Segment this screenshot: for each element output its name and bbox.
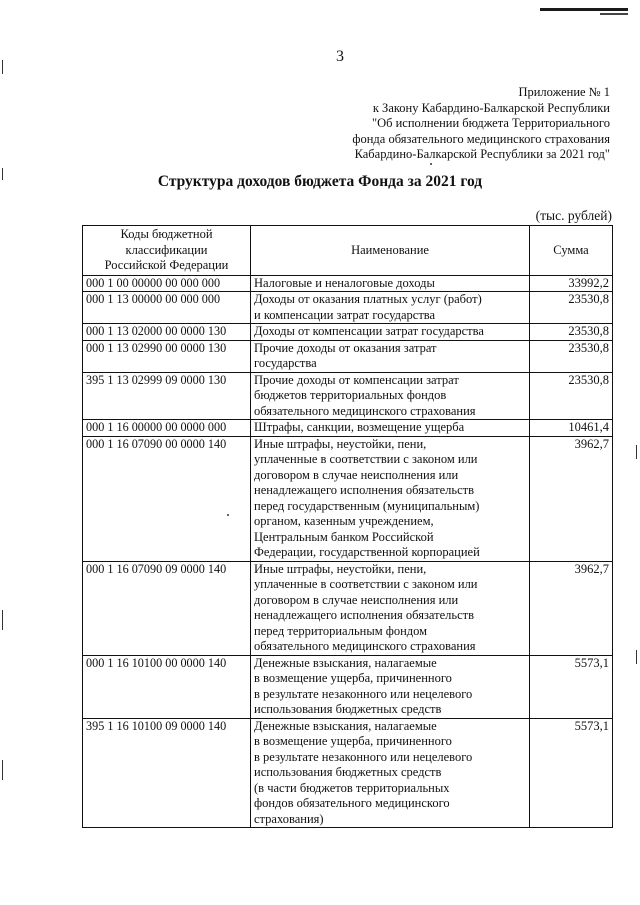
table-row	[83, 292, 613, 324]
scan-mark	[2, 610, 3, 630]
scan-mark	[430, 163, 432, 165]
appendix-line: Приложение № 1	[518, 85, 610, 99]
income-name-line: перед государственным (муниципальным)	[254, 498, 480, 513]
table-row	[83, 372, 613, 420]
budget-code: 000 1 16 07090 09 0000 140	[83, 561, 251, 655]
appendix-header	[300, 85, 610, 163]
scan-mark	[2, 760, 3, 780]
income-name-line: в результате незаконного или нецелевого	[254, 686, 473, 701]
income-name-line: уплаченные в соответствии с законом или	[254, 577, 478, 591]
budget-code: 000 1 16 00000 00 0000 000	[83, 420, 251, 437]
income-name-line: ненадлежащего исполнения обязательств	[254, 483, 474, 497]
income-name-line: перед территориальным фондом	[254, 623, 428, 638]
table-row	[83, 420, 613, 437]
income-name-line: фондов обязательного медицинского	[254, 796, 450, 810]
appendix-line: фонда обязательного медицинского страхования	[352, 131, 610, 146]
scan-mark	[636, 445, 637, 459]
income-sum: 23530,8	[530, 292, 613, 324]
income-name-line: Налоговые и неналоговые доходы	[254, 275, 435, 290]
header-code-line: классификации	[125, 242, 208, 257]
budget-code: 000 1 13 00000 00 000 000	[83, 292, 251, 324]
income-sum: 3962,7	[530, 561, 613, 655]
page-number: 3	[336, 48, 344, 65]
table-row	[83, 436, 613, 561]
table-row	[83, 561, 613, 655]
income-name	[251, 561, 530, 655]
appendix-line: "Об исполнении бюджета Территориального	[371, 116, 610, 130]
budget-code: 000 1 16 10100 00 0000 140	[83, 655, 251, 718]
income-name-line: бюджетов территориальных фондов	[254, 388, 447, 402]
income-sum: 5573,1	[530, 655, 613, 718]
income-name-line: Иные штрафы, неустойки, пени,	[254, 561, 427, 576]
income-name-line: Прочие доходы от компенсации затрат	[254, 372, 459, 387]
table-row	[83, 655, 613, 718]
income-name-line: Центральным банком Российской	[254, 529, 434, 544]
income-name-line: ненадлежащего исполнения обязательств	[254, 608, 474, 622]
budget-code: 395 1 16 10100 09 0000 140	[83, 718, 251, 828]
income-name	[251, 275, 530, 292]
scan-mark	[540, 8, 628, 11]
income-name	[251, 372, 530, 420]
income-name-line: Доходы от оказания платных услуг (работ)	[254, 292, 482, 306]
table-row	[83, 275, 613, 292]
income-name-line: в возмещение ущерба, причиненного	[254, 671, 452, 685]
appendix-line: Кабардино-Балкарской Республики за 2021 год"	[354, 147, 610, 161]
income-name	[251, 292, 530, 324]
income-name	[251, 655, 530, 718]
scan-mark	[600, 13, 628, 15]
income-name-line: договором в случае неисполнения или	[254, 592, 459, 607]
appendix-line: к Закону Кабардино-Балкарской Республики	[372, 100, 610, 115]
income-name-line: Иные штрафы, неустойки, пени,	[254, 436, 427, 451]
income-name-line: органом, казенным учреждением,	[254, 514, 434, 528]
budget-code: 000 1 16 07090 00 0000 140	[83, 436, 251, 561]
budget-code: 000 1 13 02000 00 0000 130	[83, 324, 251, 341]
table-row	[83, 340, 613, 372]
income-name	[251, 420, 530, 437]
header-code-line: Российской Федерации	[104, 258, 229, 272]
table-body	[83, 275, 613, 828]
income-name-line: страхования)	[254, 811, 324, 826]
income-name-line: Денежные взыскания, налагаемые	[254, 655, 437, 670]
income-table	[82, 225, 613, 828]
income-name-line: использования бюджетных средств	[254, 765, 442, 779]
income-name-line: Прочие доходы от оказания затрат	[254, 340, 437, 355]
income-name-line: государства	[254, 356, 317, 370]
budget-code: 000 1 00 00000 00 000 000	[83, 275, 251, 292]
income-name-line: и компенсации затрат государства	[254, 307, 436, 322]
income-sum: 5573,1	[530, 718, 613, 828]
header-name: Наименование	[251, 226, 530, 276]
header-code-line: Коды бюджетной	[120, 227, 213, 241]
income-sum: 3962,7	[530, 436, 613, 561]
unit-note: (тыс. рублей)	[535, 208, 612, 223]
income-name	[251, 718, 530, 828]
header-code	[83, 226, 251, 276]
document-title: Структура доходов бюджета Фонда за 2021 год	[157, 173, 483, 190]
scan-mark	[636, 650, 637, 664]
income-sum: 33992,2	[530, 275, 613, 292]
income-name	[251, 436, 530, 561]
budget-code: 395 1 13 02999 09 0000 130	[83, 372, 251, 420]
income-name-line: (в части бюджетов территориальных	[254, 780, 450, 795]
income-name-line: использования бюджетных средств	[254, 702, 442, 716]
income-name-line: договором в случае неисполнения или	[254, 467, 459, 482]
income-name	[251, 340, 530, 372]
income-name-line: Штрафы, санкции, возмещение ущерба	[254, 420, 465, 434]
income-name-line: обязательного медицинского страхования	[254, 639, 476, 653]
income-sum: 23530,8	[530, 324, 613, 341]
table-row	[83, 324, 613, 341]
income-name-line: в возмещение ущерба, причиненного	[254, 734, 452, 748]
income-name	[251, 324, 530, 341]
income-sum: 23530,8	[530, 340, 613, 372]
table-row	[83, 718, 613, 828]
header-sum: Сумма	[530, 226, 613, 276]
income-name-line: Денежные взыскания, налагаемые	[254, 718, 437, 733]
income-sum: 10461,4	[530, 420, 613, 437]
income-name-line: в результате незаконного или нецелевого	[254, 749, 473, 764]
budget-code: 000 1 13 02990 00 0000 130	[83, 340, 251, 372]
income-name-line: Доходы от компенсации затрат государства	[254, 324, 484, 338]
income-name-line: уплаченные в соответствии с законом или	[254, 452, 478, 466]
income-name-line: Федерации, государственной корпорацией	[254, 545, 480, 559]
scan-mark	[2, 60, 3, 74]
income-name-line: обязательного медицинского страхования	[254, 403, 476, 418]
income-sum: 23530,8	[530, 372, 613, 420]
table-header-row	[83, 226, 613, 276]
